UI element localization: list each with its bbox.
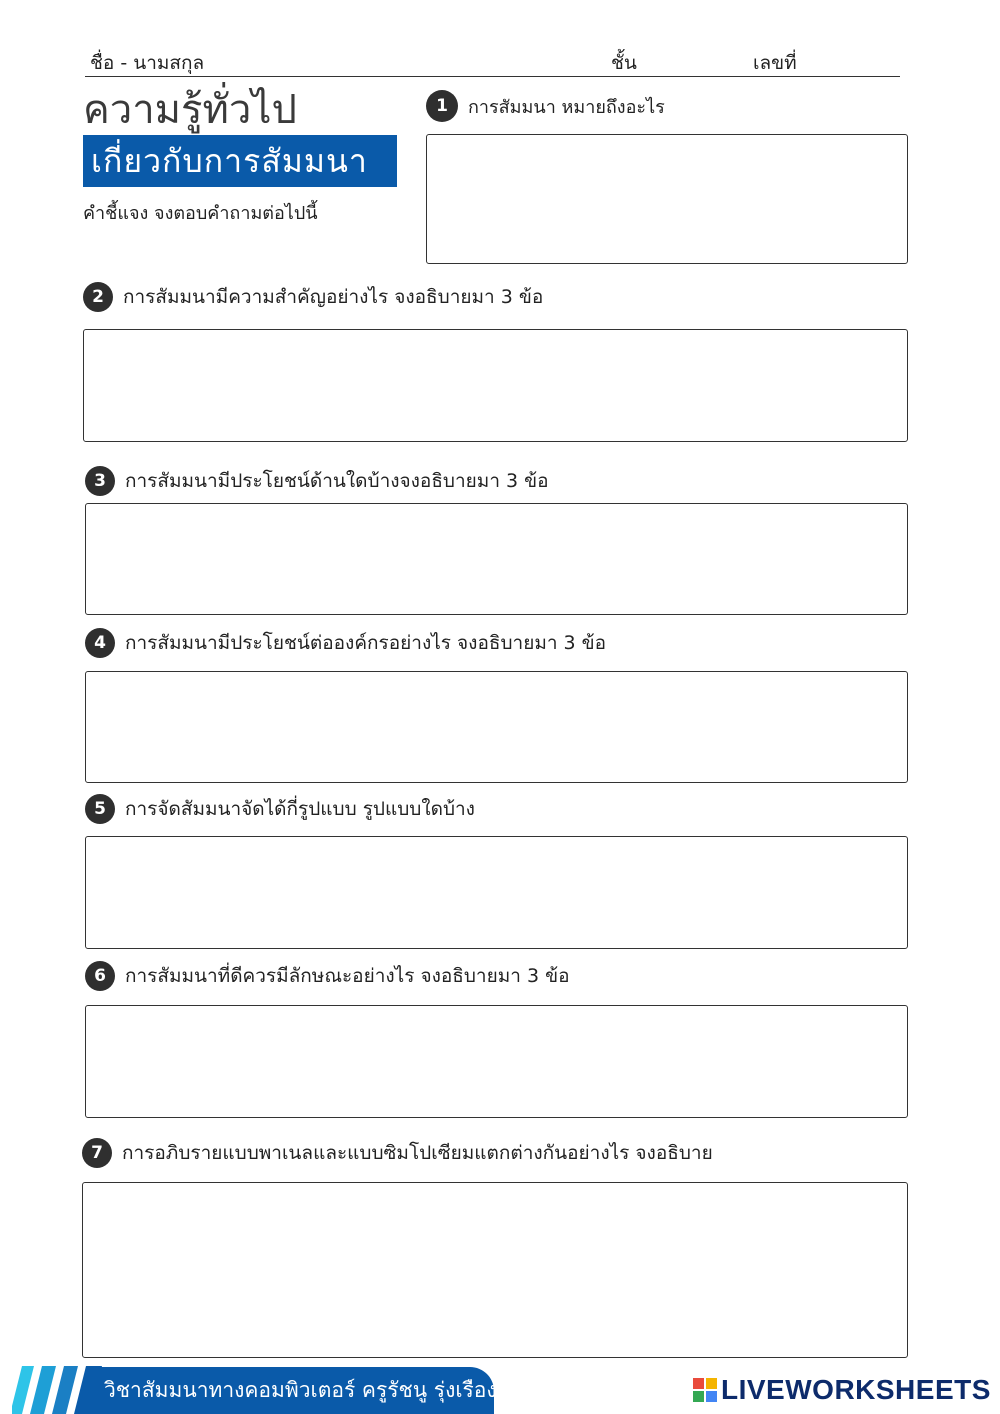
question-7 — [82, 1138, 713, 1168]
answer-input-1[interactable] — [427, 135, 907, 263]
question-number-badge: 5 — [85, 794, 115, 824]
instruction-text: คำชี้แจง จงตอบคำถามต่อไปนี้ — [83, 203, 318, 224]
answer-input-5[interactable] — [86, 837, 907, 948]
question-3 — [85, 466, 549, 496]
question-5 — [85, 794, 475, 824]
answer-input-2[interactable] — [84, 330, 907, 441]
question-text: การอภิบรายแบบพาเนลและแบบซิมโปเซียมแตกต่างกันอย่างไร จงอธิบาย — [122, 1142, 713, 1164]
question-1 — [426, 90, 665, 122]
question-number-badge: 7 — [82, 1138, 112, 1168]
question-2 — [83, 282, 543, 312]
answer-input-4[interactable] — [86, 672, 907, 782]
answer-box-4[interactable] — [85, 671, 908, 783]
number-label: เลขที่ — [753, 52, 797, 74]
question-text: การสัมมนามีประโยชน์ต่อองค์กรอย่างไร จงอธิบายมา 3 ข้อ — [125, 632, 607, 654]
answer-input-7[interactable] — [83, 1183, 907, 1357]
page-title: ความรู้ทั่วไป — [83, 87, 297, 133]
question-number-badge: 3 — [85, 466, 115, 496]
answer-input-6[interactable] — [86, 1006, 907, 1117]
answer-box-1[interactable] — [426, 134, 908, 264]
question-6 — [85, 961, 570, 991]
question-text: การสัมมนามีประโยชน์ด้านใดบ้างจงอธิบายมา 3 ข้อ — [125, 470, 549, 492]
header-underline — [85, 76, 900, 77]
page-subtitle-banner: เกี่ยวกับการสัมมนา — [83, 135, 397, 187]
question-text: การสัมมนา หมายถึงอะไร — [468, 96, 665, 118]
question-text: การจัดสัมมนาจัดได้กี่รูปแบบ รูปแบบใดบ้าง — [125, 798, 475, 820]
liveworksheets-brand-text: LIVEWORKSHEETS — [721, 1374, 991, 1405]
answer-box-6[interactable] — [85, 1005, 908, 1118]
question-number-badge: 4 — [85, 628, 115, 658]
question-number-badge: 2 — [83, 282, 113, 312]
answer-box-3[interactable] — [85, 503, 908, 615]
footer-subject-banner: วิชาสัมมนาทางคอมพิวเตอร์ ครูรัชนู รุ่งเรือง — [86, 1367, 494, 1414]
liveworksheets-grid-icon — [693, 1378, 717, 1402]
question-text: การสัมมนามีความสำคัญอย่างไร จงอธิบายมา 3 ข้อ — [123, 286, 544, 308]
class-label: ชั้น — [611, 52, 637, 74]
answer-box-5[interactable] — [85, 836, 908, 949]
answer-input-3[interactable] — [86, 504, 907, 614]
answer-box-2[interactable] — [83, 329, 908, 442]
liveworksheets-logo[interactable] — [693, 1374, 991, 1406]
question-number-badge: 1 — [426, 90, 458, 122]
question-number-badge: 6 — [85, 961, 115, 991]
name-label: ชื่อ - นามสกุล — [90, 52, 205, 74]
answer-box-7[interactable] — [82, 1182, 908, 1358]
question-4 — [85, 628, 606, 658]
question-text: การสัมมนาที่ดีควรมีลักษณะอย่างไร จงอธิบายมา 3 ข้อ — [125, 965, 570, 987]
